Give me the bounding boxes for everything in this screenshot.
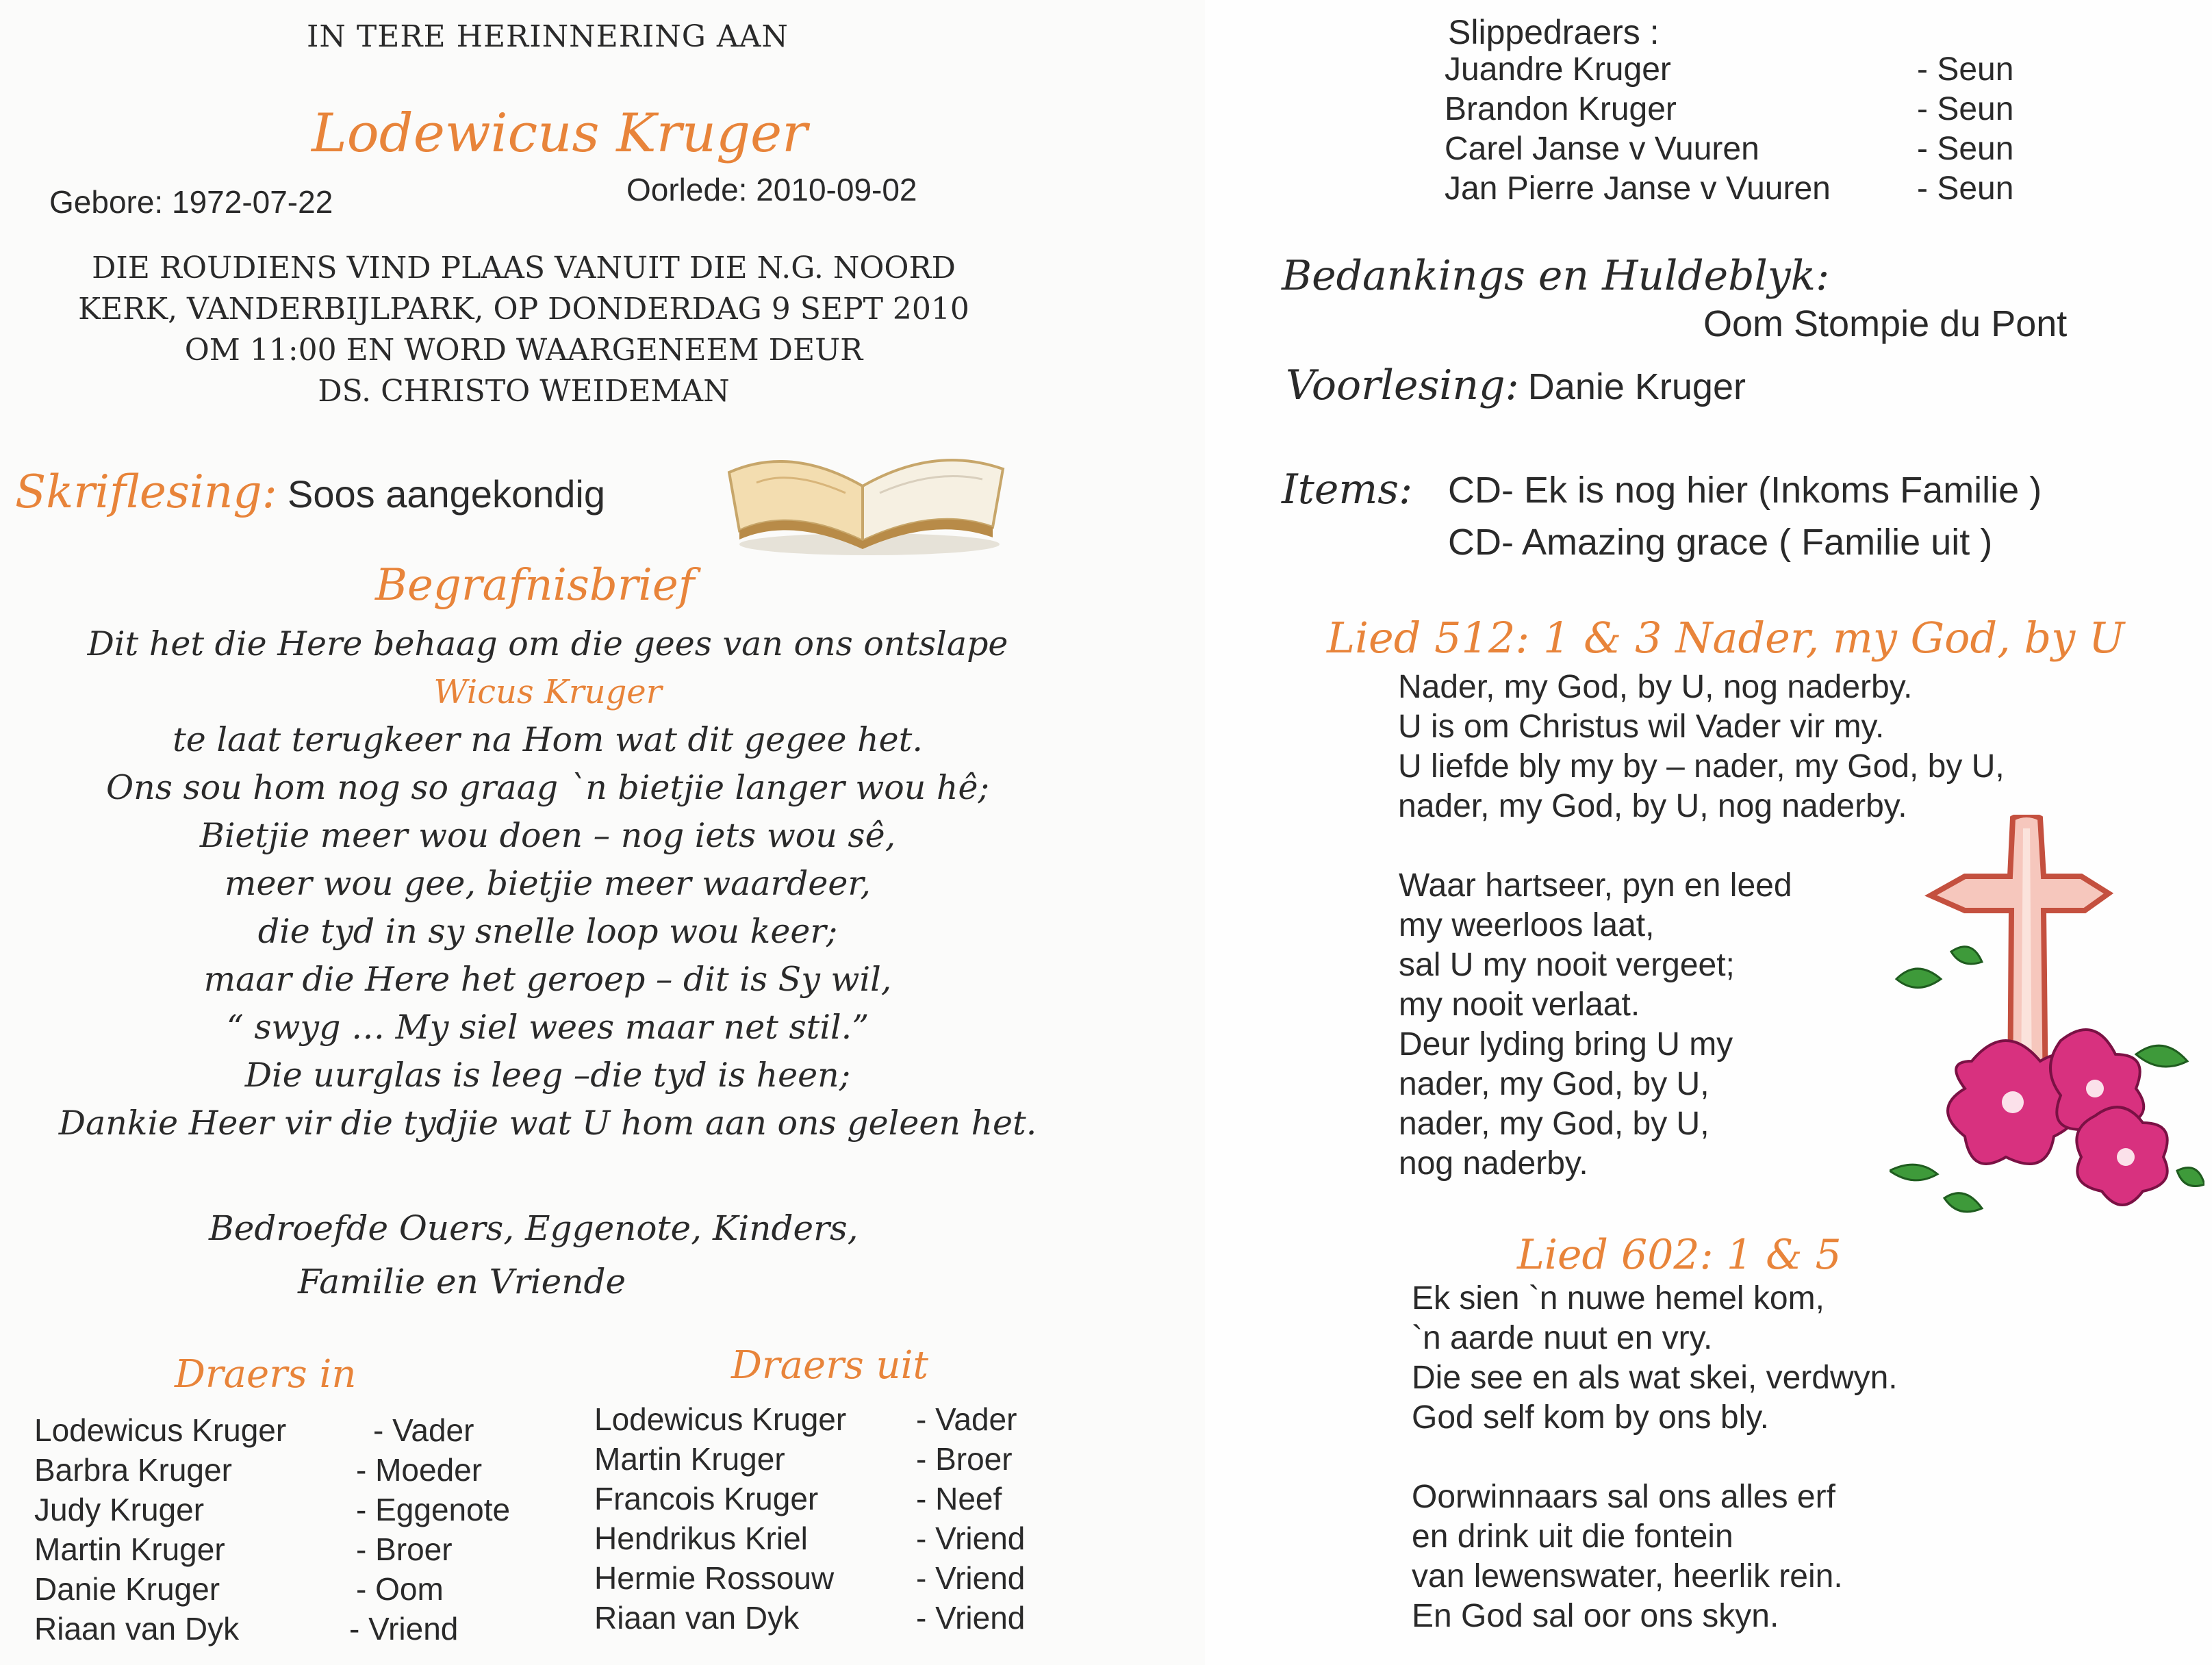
funeral-letter (27, 620, 1068, 1147)
item-line: CD- Amazing grace ( Familie uit ) (1448, 522, 1993, 563)
hymn-line: U liefde bly my by – nader, my God, by U, (1398, 748, 2005, 785)
pallbearer-row (1445, 90, 2129, 130)
service-line: OM 11:00 EN WORD WAARGENEEM DEUR (184, 333, 863, 368)
pallbearers-title: Slippedraers : (1448, 13, 1660, 51)
hymn2-title: Lied 602: 1 & 5 (1517, 1231, 1842, 1279)
letter-title: Begrafnisbrief (375, 560, 695, 611)
hymn-line: Die see en als wat skei, verdwyn. (1412, 1360, 1898, 1396)
bearer-role: - Vriend (349, 1611, 459, 1647)
item-line: CD- Ek is nog hier (Inkoms Familie ) (1448, 470, 2042, 511)
thanks-value: Oom Stompie du Pont (1703, 303, 2068, 344)
bearers-out-list (594, 1401, 1183, 1639)
hymn-line: my weerloos laat, (1399, 907, 1655, 943)
service-line: DS. CHRISTO WEIDEMAN (318, 374, 730, 409)
bearer-name: Riaan van Dyk (594, 1600, 800, 1636)
scripture-reading (15, 466, 605, 518)
mourners-line: Familie en Vriende (298, 1262, 626, 1301)
pallbearer-name: Brandon Kruger (1445, 91, 1677, 127)
hymn-line: sal U my nooit vergeet; (1399, 947, 1735, 983)
mourners-line: Bedroefde Ouers, Eggenote, Kinders, (209, 1208, 859, 1248)
letter-name: Wicus Kruger (433, 673, 662, 711)
born-date: Gebore: 1972-07-22 (49, 184, 333, 220)
hymn-line: Deur lyding bring U my (1399, 1026, 1733, 1063)
pallbearers-list (1445, 51, 2129, 209)
reading (1286, 361, 1746, 409)
mourners (209, 1202, 859, 1308)
bearers-in-title: Draers in (175, 1352, 357, 1397)
pallbearer-role: - Seun (1917, 131, 2014, 167)
hymn-line: nader, my God, by U, (1399, 1106, 1709, 1142)
service-details (21, 248, 1027, 412)
bearer-role: - Broer (356, 1531, 453, 1567)
scripture-label: Skriflesing: (15, 466, 277, 518)
pallbearer-name: Juandre Kruger (1445, 51, 1671, 88)
bearer-name: Martin Kruger (594, 1441, 785, 1477)
items-label: Items: (1282, 466, 1413, 513)
bearer-row (34, 1451, 568, 1491)
bearer-role: - Broer (916, 1441, 1013, 1477)
hymn1-title: Lied 512: 1 & 3 Nader, my God, by U (1327, 613, 2125, 663)
bearer-role: - Vriend (916, 1600, 1026, 1636)
bearer-role: - Vader (373, 1412, 474, 1448)
letter-line: Ons sou hom nog so graag `n bietjie langer wou hê; (106, 768, 989, 807)
hymn-line: nader, my God, by U, (1399, 1066, 1709, 1102)
bearer-role: - Vriend (916, 1560, 1026, 1596)
bearer-row (594, 1520, 1183, 1560)
bearer-role: - Neef (916, 1481, 1002, 1516)
hymn-line: Waar hartseer, pyn en leed (1399, 867, 1792, 904)
reading-value: Danie Kruger (1527, 366, 1746, 407)
bearer-name: Danie Kruger (34, 1571, 220, 1607)
letter-line: Dankie Heer vir die tydjie wat U hom aan ons geleen het. (58, 1104, 1037, 1143)
hymn2-verse1 (1412, 1279, 1898, 1438)
hymn1-verse1 (1398, 668, 2005, 826)
bearer-name: Hendrikus Kriel (594, 1521, 808, 1556)
letter-line: Die uurglas is leeg –die tyd is heen; (244, 1056, 851, 1095)
bearer-row (34, 1491, 568, 1531)
letter-line: die tyd in sy snelle loop wou keer; (257, 912, 838, 951)
bearer-role: - Vriend (916, 1521, 1026, 1556)
bearer-row (34, 1610, 568, 1650)
hymn-line: nader, my God, by U, nog naderby. (1398, 788, 1907, 824)
pallbearer-role: - Seun (1917, 91, 2014, 127)
bearer-row (34, 1531, 568, 1571)
hymn-line: en drink uit die fontein (1412, 1518, 1733, 1555)
items-list (1448, 464, 2042, 568)
bearer-row (34, 1412, 568, 1451)
pallbearer-row (1445, 170, 2129, 209)
scripture-value: Soos aangekondig (288, 472, 605, 516)
hymn-line: Nader, my God, by U, nog naderby. (1398, 669, 1913, 705)
hymn-line: En God sal oor ons skyn. (1412, 1598, 1779, 1634)
right-page (1205, 0, 2212, 1665)
bearer-role: - Vader (916, 1401, 1017, 1437)
hymn2-verse2 (1412, 1477, 1843, 1636)
service-line: DIE ROUDIENS VIND PLAAS VANUIT DIE N.G. NOORD (92, 251, 956, 285)
bearer-name: Judy Kruger (34, 1492, 205, 1527)
pallbearer-role: - Seun (1917, 170, 2014, 207)
deceased-name: Lodewicus Kruger (312, 103, 808, 164)
bearer-name: Martin Kruger (34, 1531, 225, 1567)
bearer-row (594, 1480, 1183, 1520)
hymn-line: my nooit verlaat. (1399, 987, 1640, 1023)
letter-line: “ swyg … My siel wees maar net stil.” (226, 1008, 869, 1047)
pallbearer-name: Carel Janse v Vuuren (1445, 131, 1759, 167)
letter-line: Dit het die Here behaag om die gees van ons ontslape (87, 624, 1008, 663)
bearer-name: Francois Kruger (594, 1481, 819, 1516)
hymn-line: God self kom by ons bly. (1412, 1399, 1769, 1436)
letter-line: Bietjie meer wou doen – nog iets wou sê, (199, 816, 896, 855)
died-date: Oorlede: 2010-09-02 (626, 172, 917, 207)
bearer-role: - Eggenote (356, 1492, 511, 1527)
bearers-out-title: Draers uit (731, 1343, 928, 1388)
pallbearer-row (1445, 130, 2129, 170)
bearer-name: Lodewicus Kruger (34, 1412, 287, 1448)
bearer-role: - Moeder (356, 1452, 483, 1488)
cross-with-flowers-icon (1890, 815, 2204, 1267)
bearers-in-list (34, 1412, 568, 1650)
hymn-line: van lewenswater, heerlik rein. (1412, 1558, 1843, 1594)
letter-line: meer wou gee, bietjie meer waardeer, (225, 864, 871, 903)
thanks-label: Bedankings en Huldeblyk: (1282, 252, 1830, 300)
bearer-row (594, 1440, 1183, 1480)
bearer-name: Riaan van Dyk (34, 1611, 240, 1647)
reading-label: Voorlesing: (1286, 361, 1519, 409)
in-memory-heading: IN TERE HERINNERING AAN (307, 19, 789, 54)
bearer-name: Barbra Kruger (34, 1452, 232, 1488)
bearer-role: - Oom (356, 1571, 444, 1607)
pallbearer-name: Jan Pierre Janse v Vuuren (1445, 170, 1831, 207)
letter-line: maar die Here het geroep – dit is Sy wil, (203, 960, 892, 999)
bearer-row (594, 1560, 1183, 1599)
service-line: KERK, VANDERBIJLPARK, OP DONDERDAG 9 SEPT 2010 (78, 292, 969, 327)
hymn-line: Ek sien `n nuwe hemel kom, (1412, 1280, 1825, 1317)
hymn1-verse2 (1399, 866, 1792, 1184)
letter-line: te laat terugkeer na Hom wat dit gegee het. (173, 720, 923, 759)
pallbearer-role: - Seun (1917, 51, 2014, 88)
open-bible-icon (715, 404, 1017, 561)
bearer-name: Lodewicus Kruger (594, 1401, 847, 1437)
bearer-name: Hermie Rossouw (594, 1560, 835, 1596)
bearer-row (34, 1571, 568, 1610)
bearer-row (594, 1599, 1183, 1639)
pallbearer-row (1445, 51, 2129, 90)
hymn-line: Oorwinnaars sal ons alles erf (1412, 1479, 1835, 1515)
hymn-line: U is om Christus wil Vader vir my. (1398, 709, 1885, 745)
hymn-line: nog naderby. (1399, 1145, 1588, 1182)
bearer-row (594, 1401, 1183, 1440)
hymn-line: `n aarde nuut en vry. (1412, 1320, 1713, 1356)
